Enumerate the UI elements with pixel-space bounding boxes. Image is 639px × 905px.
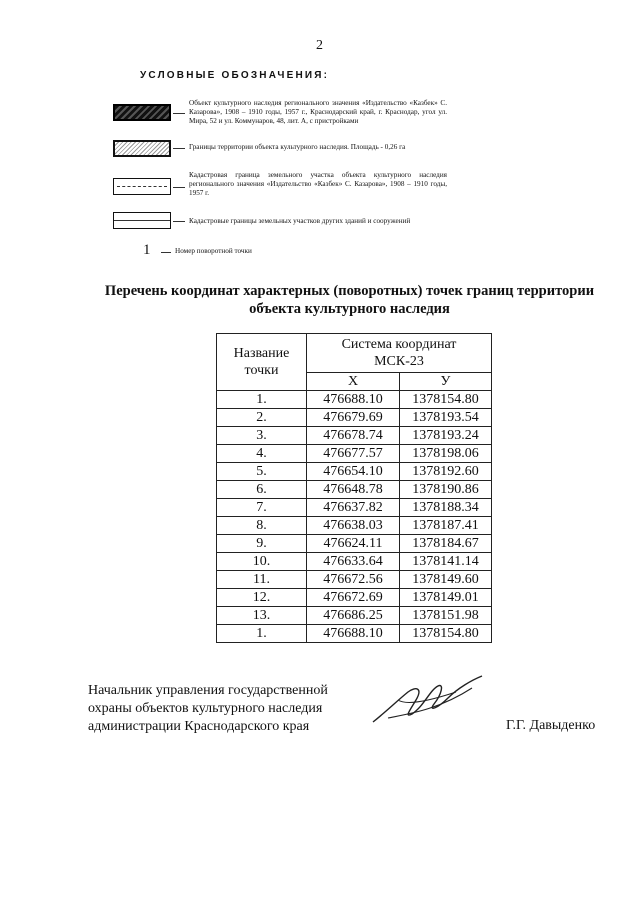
legend-title: УСЛОВНЫЕ ОБОЗНАЧЕНИЯ: (140, 70, 330, 81)
cell-name: 8. (217, 517, 307, 535)
header-coordinate-system (307, 334, 492, 373)
handwritten-signature (368, 670, 488, 730)
table-row (217, 517, 492, 535)
heading-line-1: Перечень координат характерных (поворотных) точек границ территории (104, 283, 595, 299)
cell-x: 476679.69 (307, 409, 400, 427)
legend-leader-line (173, 113, 185, 114)
legend-leader-line (173, 187, 185, 188)
cell-name: 11. (217, 571, 307, 589)
cell-x: 476672.69 (307, 589, 400, 607)
table-row (217, 409, 492, 427)
signature-position-line-2: охраны объектов культурного наследия (88, 701, 323, 716)
cell-y: 1378141.14 (400, 553, 492, 571)
cell-x: 476686.25 (307, 607, 400, 625)
legend-text: Кадастровые границы земельных участков других зданий и сооружений (189, 217, 411, 225)
table-row (217, 553, 492, 571)
signature-block (88, 682, 388, 736)
cell-y: 1378151.98 (400, 607, 492, 625)
cell-y: 1378184.67 (400, 535, 492, 553)
cell-y: 1378193.54 (400, 409, 492, 427)
header-point-name: Название точки (217, 334, 307, 391)
cell-name: 1. (217, 391, 307, 409)
cell-y: 1378198.06 (400, 445, 492, 463)
cell-x: 476633.64 (307, 553, 400, 571)
cell-name: 1. (217, 625, 307, 643)
cell-name: 9. (217, 535, 307, 553)
cell-x: 476638.03 (307, 517, 400, 535)
header-system-line-1: Система координат (341, 337, 457, 352)
cell-y: 1378188.34 (400, 499, 492, 517)
cell-name: 12. (217, 589, 307, 607)
cell-y: 1378192.60 (400, 463, 492, 481)
table-row (217, 481, 492, 499)
legend-text: Кадастровая граница земельного участка объекта культурного наследия регионального значения «Издательство «Казбек» С. Казарова», 1908 – 1910 годы, 1957 г. (189, 171, 447, 197)
cell-x: 476672.56 (307, 571, 400, 589)
table-row (217, 535, 492, 553)
cell-y: 1378187.41 (400, 517, 492, 535)
table-row (217, 463, 492, 481)
legend-text: Номер поворотной точки (175, 247, 252, 255)
cell-name: 2. (217, 409, 307, 427)
header-system-line-2: МСК-23 (374, 354, 424, 369)
legend-leader-line (173, 221, 185, 222)
cell-name: 13. (217, 607, 307, 625)
point-number-symbol: 1 (143, 242, 151, 258)
signatory-name: Г.Г. Давыденко (506, 718, 596, 733)
cell-name: 3. (217, 427, 307, 445)
section-heading (60, 282, 639, 318)
header-y: У (400, 373, 492, 391)
table-row (217, 607, 492, 625)
cell-y: 1378154.80 (400, 391, 492, 409)
cell-x: 476678.74 (307, 427, 400, 445)
table-row (217, 427, 492, 445)
cell-y: 1378193.24 (400, 427, 492, 445)
heading-line-2: объекта культурного наследия (249, 301, 450, 317)
page-number: 2 (316, 38, 323, 53)
solid-line-symbol (113, 212, 171, 229)
cell-y: 1378149.60 (400, 571, 492, 589)
cell-x: 476637.82 (307, 499, 400, 517)
legend-leader-line (161, 252, 171, 253)
cell-x: 476688.10 (307, 391, 400, 409)
cell-y: 1378154.80 (400, 625, 492, 643)
cell-y: 1378190.86 (400, 481, 492, 499)
signature-position-line-3: администрации Краснодарского края (88, 719, 310, 734)
table-row (217, 589, 492, 607)
cell-name: 4. (217, 445, 307, 463)
legend-leader-line (173, 148, 185, 149)
cell-name: 5. (217, 463, 307, 481)
light-hatch-symbol (113, 140, 171, 157)
table-row (217, 571, 492, 589)
signature-position-line-1: Начальник управления государственной (88, 683, 328, 698)
legend-text: Объект культурного наследия регионального значения «Издательство «Казбек» С. Казарова», 1908 – 1910 годы, 1957 г., Краснодарский край, г. Краснодар, угол ул. Мира, 52 и ул. Коммунаров, 48, лит. А, с пристройками (189, 99, 447, 125)
table-row (217, 445, 492, 463)
header-x: X (307, 373, 400, 391)
cell-x: 476654.10 (307, 463, 400, 481)
cell-x: 476648.78 (307, 481, 400, 499)
cell-name: 10. (217, 553, 307, 571)
cell-name: 6. (217, 481, 307, 499)
table-row (217, 391, 492, 409)
table-row (217, 499, 492, 517)
cell-x: 476688.10 (307, 625, 400, 643)
cell-y: 1378149.01 (400, 589, 492, 607)
coordinates-table (216, 333, 492, 643)
table-row (217, 625, 492, 643)
cell-name: 7. (217, 499, 307, 517)
cell-x: 476624.11 (307, 535, 400, 553)
legend-text: Границы территории объекта культурного наследия. Площадь - 0,26 га (189, 143, 406, 151)
dashed-line-symbol (113, 178, 171, 195)
cell-x: 476677.57 (307, 445, 400, 463)
dark-hatch-symbol (113, 104, 171, 121)
